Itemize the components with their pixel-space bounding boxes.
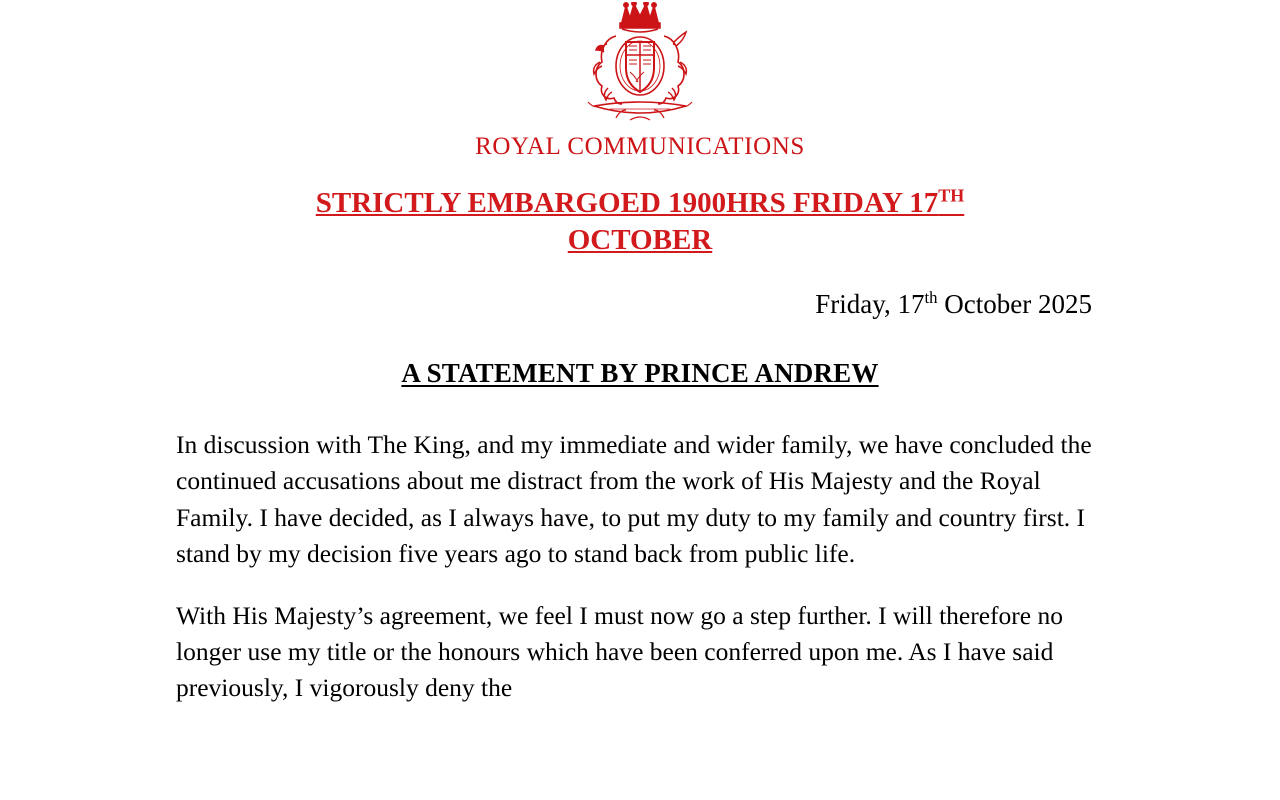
page-title <box>176 358 1104 389</box>
embargo-line-1-ordinal: TH <box>938 185 965 206</box>
crest-container <box>176 0 1104 130</box>
embargo-line-2: OCTOBER <box>567 224 713 257</box>
statement-body <box>176 427 1104 706</box>
document-date <box>176 289 1104 320</box>
paragraph: In discussion with The King, and my immediate and wider family, we have concluded the continued accusations about me distract from the work of His Majesty and the Royal Family. I have decided, as I always have, to put my duty to my family and country first. I stand by my decision five years ago to stand back from public life. <box>176 430 1092 568</box>
page-title-text: A STATEMENT BY PRINCE ANDREW <box>401 358 879 389</box>
date-prefix: Friday, 17 <box>815 289 925 320</box>
embargo-line-1: STRICTLY EMBARGOED 1900HRS FRIDAY 17 <box>315 187 939 219</box>
date-ordinal: th <box>924 288 938 308</box>
paragraph: With His Majesty’s agreement, we feel I must now go a step further. I will therefore no longer use my title or the honours which have been conferred upon me. As I have said previously, I vigorously deny the <box>176 601 1063 703</box>
organisation-name: ROYAL COMMUNICATIONS <box>475 133 805 160</box>
date-suffix: October 2025 <box>937 289 1092 320</box>
royal-coat-of-arms-crest-icon <box>560 2 720 128</box>
embargo-notice <box>176 185 1104 259</box>
